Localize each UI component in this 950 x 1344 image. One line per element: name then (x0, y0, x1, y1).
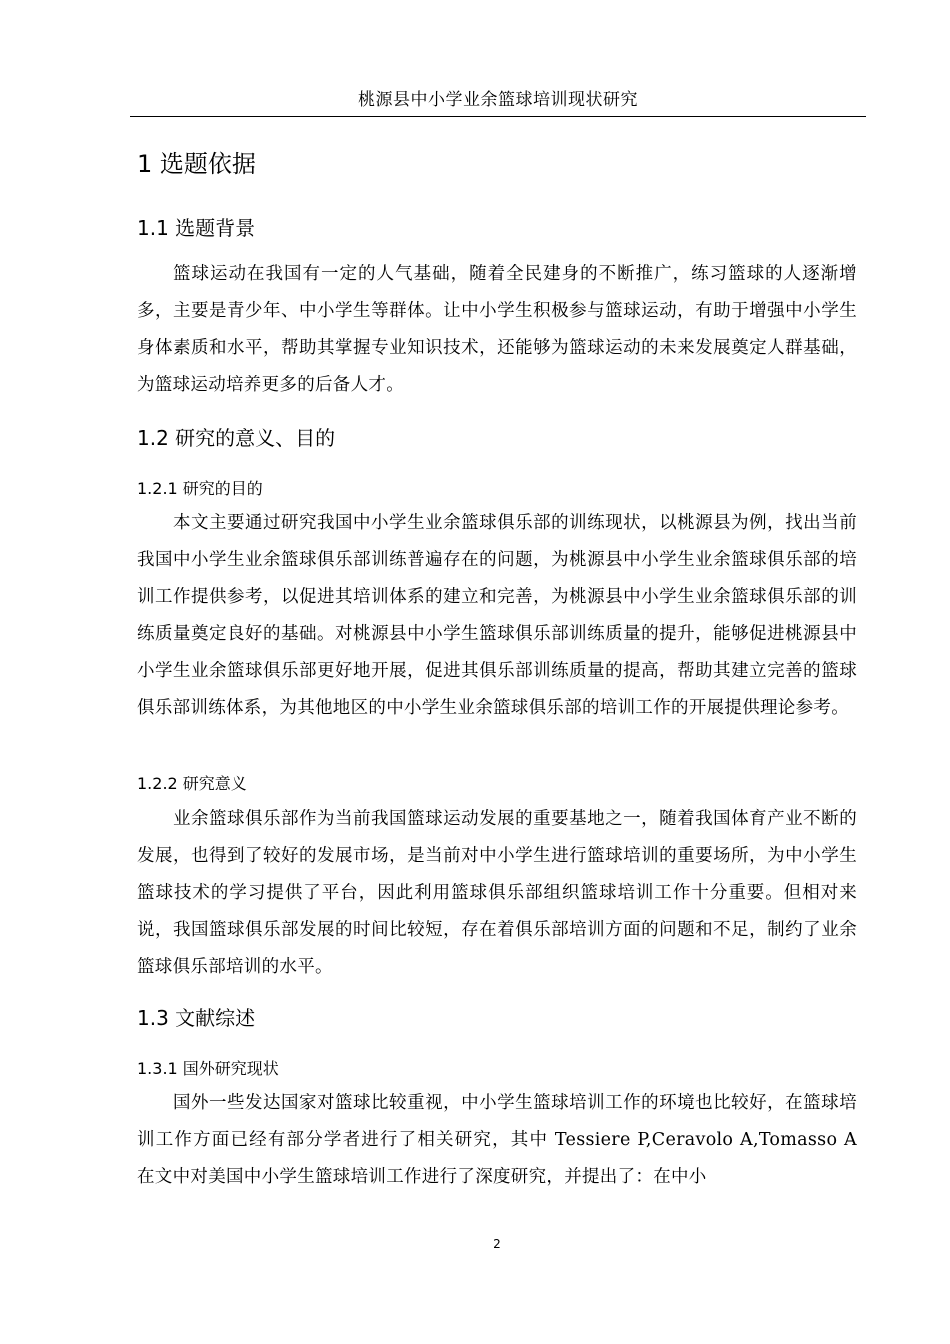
header-rule (130, 116, 866, 117)
section-heading-1-2-2: 1.2.2 研究意义 (137, 774, 247, 793)
section-heading-1-3-1: 1.3.1 国外研究现状 (137, 1059, 279, 1078)
section-heading-1-2: 1.2 研究的意义、目的 (137, 426, 336, 450)
paragraph-research-purpose: 本文主要通过研究我国中小学生业余篮球俱乐部的训练现状，以桃源县为例，找出当前我国中小学生业余篮球俱乐部训练普遍存在的问题，为桃源县中小学生业余篮球俱乐部的培训工作提供参考，以促进其培训体系的建立和完善，为桃源县中小学生业余篮球俱乐部的训练质量奠定良好的基础。对桃源县中小学生篮球俱乐部训练质量的提升，能够促进桃源县中小学生业余篮球俱乐部更好地开展，促进其俱乐部训练质量的提高，帮助其建立完善的篮球俱乐部训练体系，为其他地区的中小学生业余篮球俱乐部的培训工作的开展提供理论参考。 (137, 513, 857, 718)
running-header: 桃源县中小学业余篮球培训现状研究 (358, 90, 638, 110)
section-heading-1-3: 1.3 文献综述 (137, 1006, 256, 1030)
page-number: 2 (493, 1237, 501, 1251)
section-heading-1: 1 选题依据 (137, 150, 256, 178)
section-heading-1-2-1: 1.2.1 研究的目的 (137, 479, 263, 498)
section-heading-1-1: 1.1 选题背景 (137, 216, 256, 240)
paragraph-research-significance: 业余篮球俱乐部作为当前我国篮球运动发展的重要基地之一，随着我国体育产业不断的发展，也得到了较好的发展市场，是当前对中小学生进行篮球培训的重要场所，为中小学生篮球技术的学习提供了平台，因此利用篮球俱乐部组织篮球培训工作十分重要。但相对来说，我国篮球俱乐部发展的时间比较短，存在着俱乐部培训方面的问题和不足，制约了业余篮球俱乐部培训的水平。 (137, 809, 857, 977)
paragraph-background: 篮球运动在我国有一定的人气基础，随着全民建身的不断推广，练习篮球的人逐渐增多，主要是青少年、中小学生等群体。让中小学生积极参与篮球运动，有助于增强中小学生身体素质和水平，帮助其掌握专业知识技术，还能够为篮球运动的未来发展奠定人群基础，为篮球运动培养更多的后备人才。 (137, 264, 857, 395)
paragraph-foreign-research: 国外一些发达国家对篮球比较重视，中小学生篮球培训工作的环境也比较好，在篮球培训工作方面已经有部分学者进行了相关研究，其中 Tessiere P,Ceravolo A,Tomasso A 在文中对美国中小学生篮球培训工作进行了深度研究，并提出了：在中小 (137, 1093, 857, 1187)
